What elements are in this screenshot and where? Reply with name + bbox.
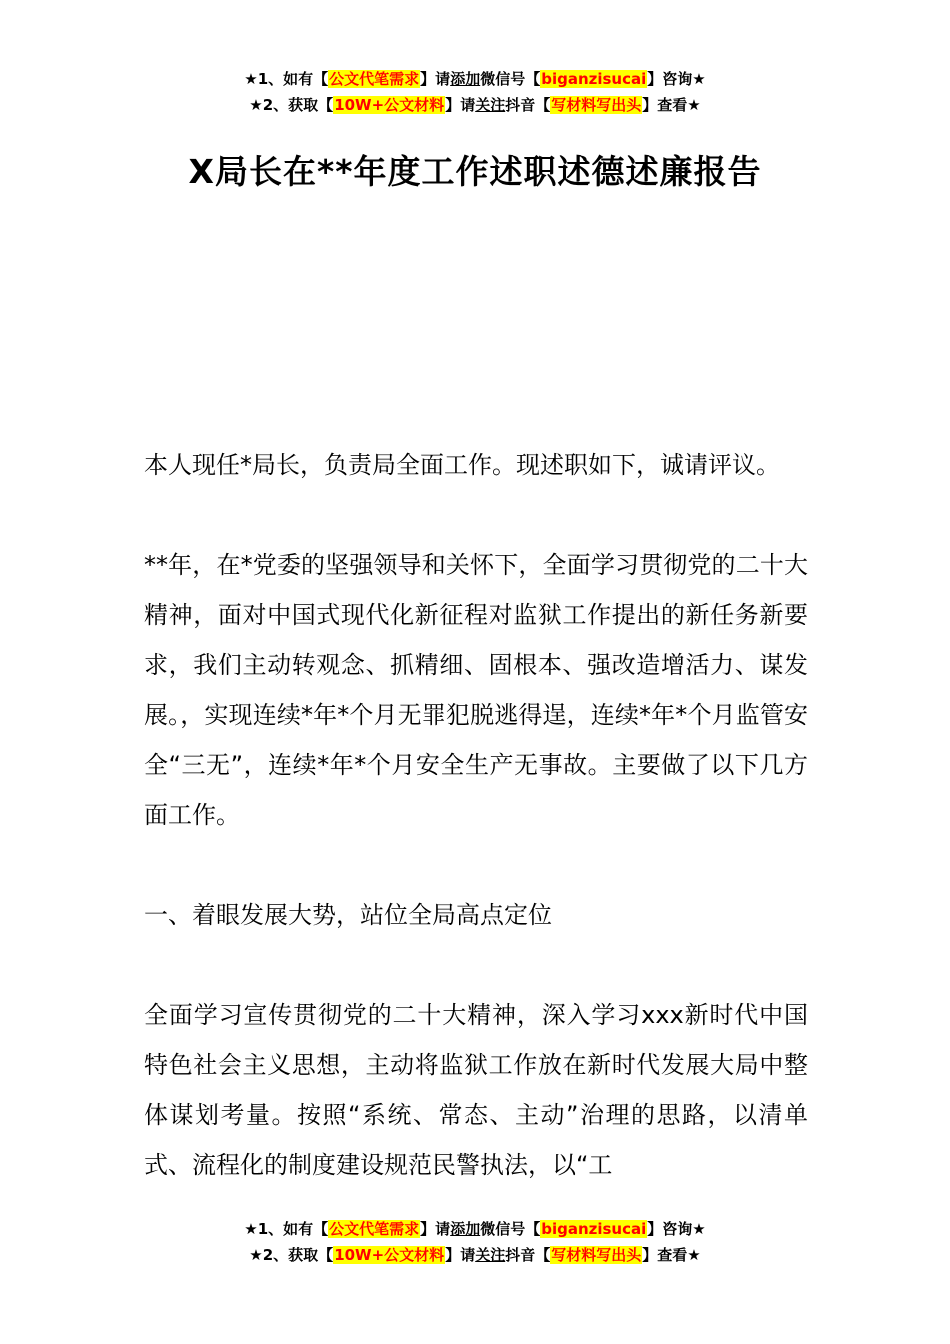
banner-highlight: biganzisucai [541, 1220, 647, 1238]
banner-highlight: 写材料写出头 [551, 1246, 642, 1264]
banner-underline: 关注 [475, 96, 506, 114]
banner-text: ★1、如有【 [244, 1220, 329, 1238]
bottom-banner [0, 1216, 950, 1268]
banner-text: 微信号【 [480, 1220, 541, 1238]
document-title: X局长在**年度工作述职述德述廉报告 [188, 152, 762, 191]
document-body [144, 440, 808, 1190]
banner-line-2 [0, 92, 950, 118]
banner-text: 】查看★ [642, 1246, 701, 1264]
banner-text: 】请 [420, 1220, 451, 1238]
banner-line-1 [0, 66, 950, 92]
banner-highlight: 公文代笔需求 [329, 70, 420, 88]
banner-text: 】查看★ [642, 96, 701, 114]
paragraph-intro: 本人现任*局长，负责局全面工作。现述职如下，诚请评议。 [144, 451, 780, 479]
banner-underline: 关注 [475, 1246, 506, 1264]
banner-highlight: 公文代笔需求 [329, 1220, 420, 1238]
paragraph-summary: **年，在*党委的坚强领导和关怀下，全面学习贯彻党的二十大精神，面对中国式现代化新征程对监狱工作提出的新任务新要求，我们主动转观念、抓精细、固根本、强改造增活力、谋发展。，实现连续*年*个月无罪犯脱逃得逞，连续*年*个月监管安全“三无”，连续*年*个月安全生产无事故。主要做了以下几方面工作。 [144, 551, 808, 829]
banner-text: 】请 [445, 1246, 476, 1264]
banner-underline: 添加 [450, 1220, 481, 1238]
banner-underline: 添加 [450, 70, 481, 88]
banner-line-2 [0, 1242, 950, 1268]
banner-highlight: 10W+公文材料 [334, 1246, 445, 1264]
banner-text: ★2、获取【 [249, 1246, 334, 1264]
banner-text: 】咨询★ [647, 70, 706, 88]
banner-highlight: 写材料写出头 [551, 96, 642, 114]
banner-text: 抖音【 [505, 1246, 551, 1264]
banner-text: 】咨询★ [647, 1220, 706, 1238]
paragraph-section-1: 全面学习宣传贯彻党的二十大精神，深入学习xxx新时代中国特色社会主义思想，主动将监狱工作放在新时代发展大局中整体谋划考量。按照“系统、常态、主动”治理的思路，以清单式、流程化的制度建设规范民警执法，以“工 [144, 1001, 808, 1179]
banner-highlight: 10W+公文材料 [334, 96, 445, 114]
banner-text: 微信号【 [480, 70, 541, 88]
banner-text: ★2、获取【 [249, 96, 334, 114]
banner-text: 抖音【 [505, 96, 551, 114]
top-banner [0, 66, 950, 118]
banner-text: 】请 [445, 96, 476, 114]
banner-highlight: biganzisucai [541, 70, 647, 88]
banner-text: 】请 [420, 70, 451, 88]
section-heading-1: 一、着眼发展大势，站位全局高点定位 [144, 901, 552, 929]
banner-line-1 [0, 1216, 950, 1242]
banner-text: ★1、如有【 [244, 70, 329, 88]
